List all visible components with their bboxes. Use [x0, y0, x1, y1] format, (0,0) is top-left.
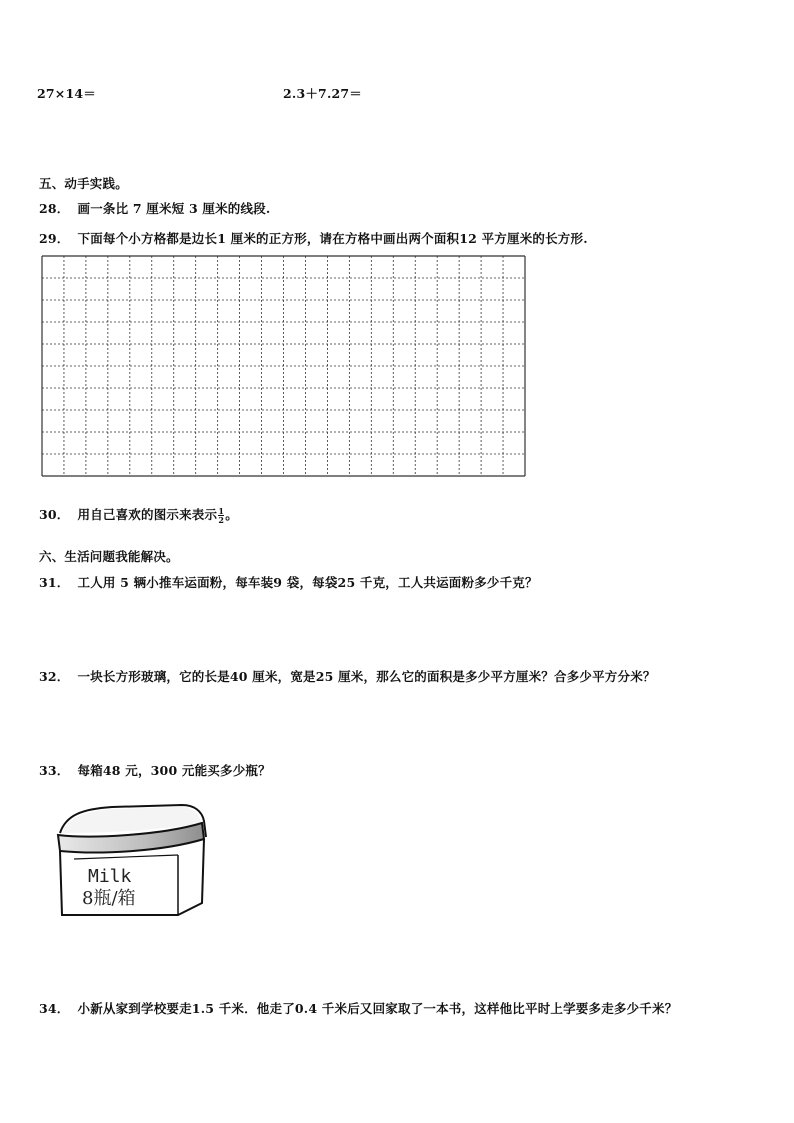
- question-number: 33．: [39, 763, 70, 778]
- question-text: 画一条比 7 厘米短 3 厘米的线段.: [77, 201, 271, 216]
- question-30: [39, 505, 238, 524]
- question-34: [39, 999, 677, 1017]
- question-text: 下面每个小方格都是边长1 厘米的正方形，请在方格中画出两个面积12 平方厘米的长方形.: [77, 231, 588, 246]
- calc-item-a: 27×14＝: [37, 86, 96, 101]
- question-28: [39, 199, 270, 217]
- question-number: 29．: [39, 231, 70, 246]
- question-number: 28．: [39, 201, 70, 216]
- question-number: 30．: [39, 507, 70, 522]
- fraction-numerator: 1: [218, 506, 225, 516]
- question-text: 小新从家到学校要走1.5 千米．他走了0.4 千米后又回家取了一本书，这样他比平时上学要多走多少千米？: [77, 1001, 678, 1016]
- grid-drawing: [41, 255, 526, 477]
- question-text: 一块长方形玻璃，它的长是40 厘米，宽是25 厘米，那么它的面积是多少平方厘米？合多少平方分米？: [77, 669, 656, 684]
- fraction-denominator: 2: [218, 515, 225, 525]
- question-text: 工人用 5 辆小推车运面粉，每车装9 袋，每袋25 千克，工人共运面粉多少千克？: [77, 575, 538, 590]
- section-heading-5: 五、动手实践。: [39, 176, 128, 191]
- question-text: 每箱48 元，300 元能买多少瓶？: [77, 763, 271, 778]
- question-33: [39, 761, 271, 779]
- bottles-per-box-label: 8瓶/箱: [82, 888, 136, 909]
- milk-box-illustration: [52, 803, 212, 919]
- question-number: 34．: [39, 1001, 70, 1016]
- section-heading-6: 六、生活问题我能解决。: [39, 549, 179, 564]
- question-text: 用自己喜欢的图示来表示: [77, 507, 218, 522]
- question-number: 32．: [39, 669, 70, 684]
- fraction-one-half: [218, 507, 224, 524]
- milk-label: Milk: [88, 866, 132, 887]
- square-grid: [41, 255, 526, 477]
- calc-item-b: 2.3＋7.27＝: [283, 86, 362, 101]
- question-29: [39, 229, 588, 247]
- question-number: 31．: [39, 575, 70, 590]
- question-31: [39, 573, 538, 591]
- question-32: [39, 667, 656, 685]
- question-text-end: 。: [225, 507, 238, 522]
